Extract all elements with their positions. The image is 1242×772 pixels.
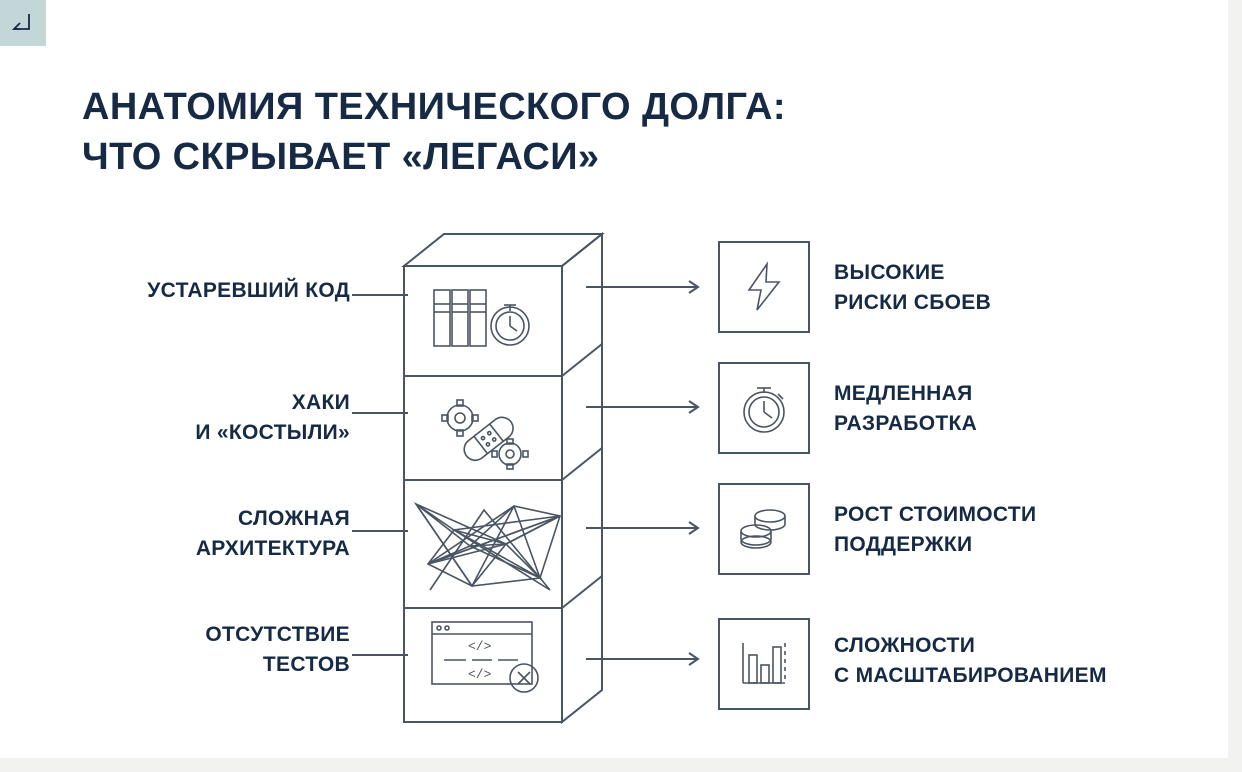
cause-label-hacks — [60, 388, 350, 449]
cause-label-line-1: ОТСУТСТВИЕ — [205, 623, 350, 646]
effect-label-scaling — [834, 631, 1107, 692]
cause-label-no-tests — [60, 620, 350, 681]
arrow-effect-2 — [586, 396, 710, 418]
code-window-error-icon — [432, 622, 538, 692]
effect-icon-box-scaling — [718, 618, 810, 710]
arrow-down-left-icon — [12, 12, 34, 34]
cause-label-line-2: И «КОСТЫЛИ» — [195, 421, 350, 445]
cause-label-line-1: СЛОЖНАЯ — [238, 507, 350, 530]
svg-text:</>: </> — [468, 639, 492, 654]
effect-label-line-1: ВЫСОКИЕ — [834, 261, 945, 284]
cause-label-line-1: ХАКИ — [291, 391, 350, 414]
corner-mark — [0, 0, 46, 46]
effect-label-failure-risks — [834, 258, 991, 319]
effect-icon-box-slow-development — [718, 362, 810, 454]
title-line-1: АНАТОМИЯ ТЕХНИЧЕСКОГО ДОЛГА: — [82, 86, 786, 128]
effect-icon-box-support-cost — [718, 483, 810, 575]
effect-label-line-1: РОСТ СТОИМОСТИ — [834, 503, 1037, 526]
arrow-effect-1 — [586, 276, 710, 298]
effect-label-line-2: С МАСШТАБИРОВАНИЕМ — [834, 664, 1107, 688]
cause-label-outdated-code — [60, 276, 350, 306]
arrow-effect-4 — [586, 648, 710, 670]
legacy-stack-diagram — [398, 228, 608, 728]
cause-label-line-1: УСТАРЕВШИЙ КОД — [147, 279, 350, 302]
cause-label-complex-architecture — [60, 504, 350, 565]
svg-text:</>: </> — [468, 667, 492, 682]
bar-chart-icon — [738, 639, 790, 689]
coins-stack-icon — [736, 503, 792, 555]
title-line-2: ЧТО СКРЫВАЕТ «ЛЕГАСИ» — [82, 136, 600, 179]
page-title — [82, 82, 1082, 182]
lightning-bolt-icon — [741, 261, 787, 313]
binders-stopwatch-icon — [434, 290, 529, 346]
cause-label-line-2: АРХИТЕКТУРА — [195, 537, 350, 561]
stopwatch-icon — [738, 380, 790, 436]
effect-label-slow-development — [834, 379, 977, 440]
tangled-network-icon — [416, 504, 560, 590]
page-edge-bottom — [0, 758, 1242, 772]
arrow-effect-3 — [586, 517, 710, 539]
effect-label-line-1: СЛОЖНОСТИ — [834, 634, 976, 657]
effect-label-support-cost — [834, 500, 1036, 561]
effect-label-line-2: РИСКИ СБОЕВ — [834, 291, 992, 315]
page-edge-right — [1228, 0, 1242, 772]
cause-label-line-2: ТЕСТОВ — [262, 653, 350, 677]
effect-label-line-2: РАЗРАБОТКА — [834, 412, 978, 436]
gears-bandage-icon — [442, 400, 528, 469]
effect-label-line-1: МЕДЛЕННАЯ — [834, 382, 973, 405]
effect-icon-box-failure-risks — [718, 241, 810, 333]
effect-label-line-2: ПОДДЕРЖКИ — [834, 533, 973, 557]
